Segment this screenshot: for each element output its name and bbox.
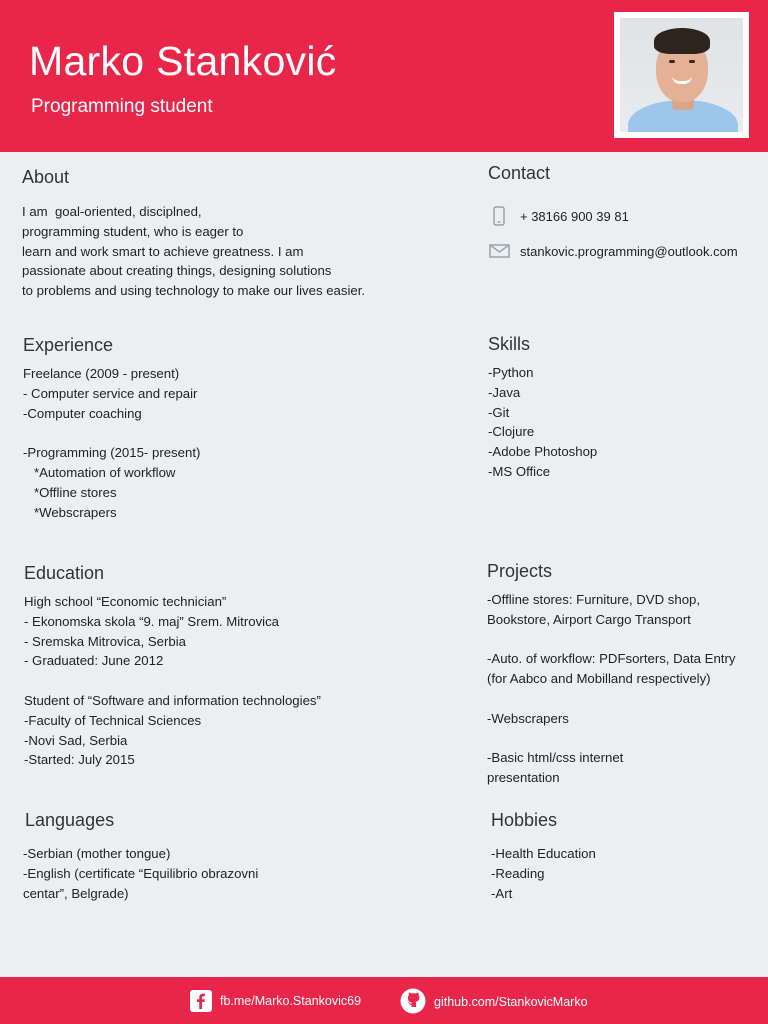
text-line: -Java: [488, 384, 521, 400]
projects-section: [487, 561, 735, 788]
about-text: [22, 202, 365, 301]
github-icon: [400, 988, 426, 1014]
text-line: -Started: July 2015: [24, 752, 135, 768]
text-line: -English (certificate “Equilibrio obrazovni: [23, 865, 259, 881]
text-line: *Automation of workflow: [23, 464, 176, 480]
skills-section: [488, 334, 597, 482]
text-line: -Adobe Photoshop: [488, 444, 598, 460]
text-line: *Webscrapers: [23, 504, 117, 520]
text-line: I am goal-oriented, disciplned,: [22, 204, 202, 219]
contact-phone-row: [488, 206, 738, 226]
text-line: learn and work smart to achieve greatness. I am: [22, 243, 304, 259]
text-line: -Novi Sad, Serbia: [24, 732, 128, 748]
experience-title: Experience: [23, 335, 114, 355]
hobbies-title: Hobbies: [491, 810, 558, 830]
text-line: -Clojure: [488, 424, 535, 440]
footer-bar: [0, 977, 768, 1024]
contact-email[interactable]: stankovic.programming@outlook.com: [520, 243, 738, 259]
text-line: centar”, Belgrade): [23, 885, 129, 901]
text-line: Bookstore, Airport Cargo Transport: [487, 611, 691, 627]
text-line: - Sremska Mitrovica, Serbia: [24, 633, 186, 649]
text-line: - Ekonomska skola “9. maj” Srem. Mitrovica: [24, 613, 280, 629]
person-subtitle: Programming student: [31, 96, 213, 117]
text-line: -Faculty of Technical Sciences: [24, 712, 202, 728]
hobbies-list: [491, 844, 596, 903]
facebook-icon: [190, 990, 212, 1012]
text-line: [487, 630, 735, 650]
text-line: -Health Education: [491, 846, 596, 861]
text-line: presentation: [487, 770, 560, 786]
text-line: - Graduated: June 2012: [24, 653, 164, 669]
projects-title: Projects: [487, 561, 553, 581]
text-line: -Auto. of workflow: PDFsorters, Data Entry: [487, 651, 736, 667]
contact-email-row: [488, 241, 738, 261]
text-line: *Offline stores: [23, 484, 117, 500]
about-title: About: [22, 167, 70, 187]
text-line: High school “Economic technician”: [24, 594, 227, 609]
facebook-link[interactable]: fb.me/Marko.Stankovic69: [220, 994, 362, 1008]
text-line: - Computer service and repair: [23, 385, 198, 401]
experience-text: [23, 364, 200, 522]
contact-title: Contact: [488, 163, 551, 183]
footer-facebook[interactable]: [190, 990, 361, 1012]
education-section: [24, 563, 321, 770]
text-line: (for Aabco and Mobilland respectively): [487, 671, 711, 687]
about-section: [22, 167, 365, 301]
phone-icon: [488, 206, 510, 226]
text-line: to problems and using technology to make our lives easier.: [22, 283, 366, 299]
text-line: -Python: [488, 365, 534, 380]
footer-github[interactable]: [400, 990, 588, 1014]
text-line: passionate about creating things, designing solutions: [22, 263, 332, 279]
contact-section: [488, 163, 738, 261]
skills-list: [488, 363, 597, 482]
text-line: [24, 671, 321, 691]
text-line: -Offline stores: Furniture, DVD shop,: [487, 592, 701, 607]
text-line: [23, 423, 200, 443]
envelope-icon: [488, 241, 510, 261]
header-banner: [0, 0, 768, 152]
text-line: -Basic html/css internet: [487, 750, 624, 766]
text-line: -Reading: [491, 865, 545, 881]
text-line: -Programming (2015- present): [23, 445, 201, 461]
hobbies-section: [491, 810, 596, 903]
profile-photo: [614, 12, 749, 138]
languages-section: [25, 810, 258, 903]
text-line: Student of “Software and information technologies”: [24, 692, 321, 708]
skills-title: Skills: [488, 334, 531, 354]
text-line: [487, 689, 735, 709]
experience-section: [23, 335, 200, 522]
text-line: -Git: [488, 404, 510, 420]
text-line: -MS Office: [488, 463, 551, 479]
text-line: -Webscrapers: [487, 710, 569, 726]
education-text: [24, 592, 321, 770]
projects-text: [487, 590, 735, 788]
person-name: Marko Stanković: [29, 38, 337, 84]
text-line: programming student, who is eager to: [22, 223, 244, 239]
profile-photo-image: [620, 18, 743, 132]
text-line: -Art: [491, 885, 513, 901]
languages-title: Languages: [25, 810, 115, 830]
text-line: [487, 729, 735, 749]
contact-phone[interactable]: + 38166 900 39 81: [520, 208, 629, 224]
text-line: -Computer coaching: [23, 405, 142, 421]
github-link[interactable]: github.com/StankovicMarko: [434, 995, 588, 1009]
text-line: -Serbian (mother tongue): [23, 846, 171, 861]
text-line: Freelance (2009 - present): [23, 366, 180, 381]
languages-text: [23, 844, 258, 903]
education-title: Education: [24, 563, 105, 583]
